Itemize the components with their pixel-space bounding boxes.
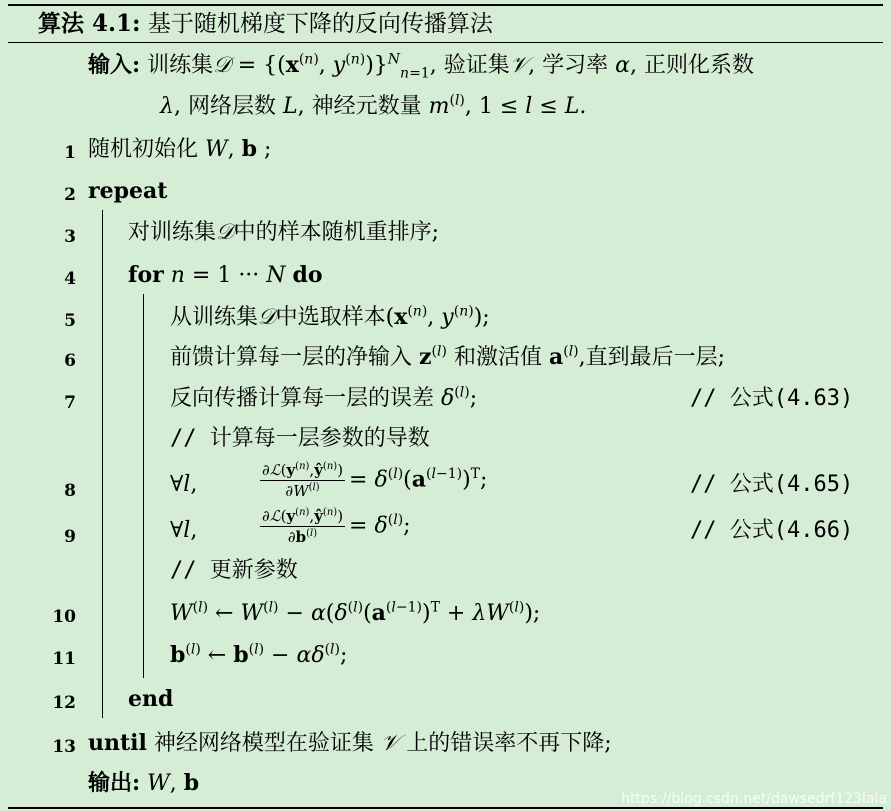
algorithm-title [38,8,493,40]
until-keyword: until [88,730,147,756]
input-keyword: 输入: [88,52,141,78]
for-keyword: for [128,262,164,288]
line-number: 6 [64,351,76,371]
title-rule [8,42,883,43]
line-number: 9 [64,527,76,547]
line-number: 4 [64,269,76,289]
line-number: 12 [52,693,76,713]
input-text-neurons: 神经元数量 [311,94,422,119]
input-text-reg: 正则化系数 [643,53,754,78]
input-text-lr: 学习率 [542,53,609,78]
step-text: 对训练集 [128,220,217,245]
line-number: 11 [52,649,76,669]
comment: // 公式(4.63) [690,386,854,411]
step-text: 随机初始化 [88,137,199,162]
input-line-2: λ, 网络层数 L, 神经元数量 $m^{(l)}$, 1 ≤ l ≤ L. [160,92,587,119]
step-text: 前馈计算每一层的净输入 [170,345,413,370]
repeat-block-bar [102,210,103,718]
end-keyword: end [128,686,174,712]
line-number: 10 [52,607,76,627]
input-text-layers: 网络层数 [187,94,276,119]
top-rule [8,4,883,6]
line-number: 3 [64,227,76,247]
comment: // 更新参数 [170,558,298,583]
line-number: 2 [64,185,76,205]
step-text: 上的错误率不再下降; [406,731,612,756]
algorithm-name: 基于随机梯度下降的反向传播算法 [147,11,493,37]
repeat-keyword: repeat [88,178,168,204]
watermark: https://blog.csdn.net/dawsedrf123lala [621,791,887,807]
step-text: 反向传播计算每一层的误差 [170,386,435,411]
input-text-valset: 验证集 [443,53,510,78]
input-text-trainset: 训练集 [147,53,214,78]
step-text: 从训练集 [170,305,259,330]
line-number: 8 [64,481,76,501]
do-keyword: do [292,262,323,288]
step-text: 中的样本随机重排序; [233,220,439,245]
step-text: 和激活值 [453,345,542,370]
algorithm-label: 算法 4.1: [38,10,141,37]
output-keyword: 输出: [88,770,141,796]
comment: // 公式(4.65) [690,472,854,497]
gradient-b-fraction: $\frac{\partial ℒ(y^{(n)},ŷ^{(n)})}{\partial b^{(l)}}$ [262,507,344,546]
bottom-rule [8,807,883,809]
for-block-bar [143,294,144,678]
line-number: 7 [64,393,76,413]
step-text: ,直到最后一层; [578,345,726,370]
step-text: 中选取样本 [275,305,386,330]
algorithm-box: 算法 4.1: 基于随机梯度下降的反向传播算法 输入: 训练集𝒟 = {($x^{(n)}$, $y^{(n)})\}^N_{n=1}$, 验证集𝒱, 学习率 α, 正则化系数 λ, 网络层数 L, 神经元数量 $m^{(l)}$, 1 ≤ l ≤ L. 1 随机初始化 W, b ; 2 repeat 3 对训练集𝒟中的样本随机重排序; 4 for n = 1 ··· N do 5 从训练集𝒟中选取样本($x^{(n)}$, $y^{(n)}$); 6 前馈计算每一层的净输入 $z^{(l)}$ 和激活值 $a^{(l)}$,直到最后一层; 7 反向传播计算每一层的误差 $\delta^{(l)}$; // 公式(4.63) // 计算每一层参数的导数 8 ∀l, $\frac{\partial ℒ(y^{(n)},ŷ^{(n)})}{\partial W^{(l)}}$ = $\delta^{(l)}(a^{(l-1)})^T$; // 公式(4.65) 9 ∀l, $\frac{\partial ℒ(y^{(n)},ŷ^{(n)})}{\partial b^{(l)}}$ = $\delta^{(l)}$; // 公式(4.66) // 更新参数 10 $W^{(l)}$ ← $W^{(l)} - \alpha(\delta^{(l)}(a^{(l-1)})^T + \lambda W^{(l)})$; 11 $b^{(l)}$ ← $b^{(l)} - \alpha\delta^{(l)}$; 12 end 13 until 神经网络模型在验证集 𝒱 上的错误率不再下降; 输出: W, b https://blog.csdn.net/dawsedrf123lala [0,0,891,811]
step-text: 神经网络模型在验证集 [153,731,374,756]
output-line: 输出: W, b [88,770,200,796]
line-number: 13 [52,737,76,757]
line-number: 5 [64,311,76,331]
comment: // 计算每一层参数的导数 [170,426,430,451]
input-line-1: 输入: 训练集𝒟 = {($x^{(n)}$, $y^{(n)})\}^N_{n=1}$, 验证集𝒱, 学习率 α, 正则化系数 [88,51,754,82]
gradient-W-fraction: $\frac{\partial ℒ(y^{(n)},ŷ^{(n)})}{\partial W^{(l)}}$ [262,461,344,500]
comment: // 公式(4.66) [690,518,854,543]
line-number: 1 [64,143,76,163]
